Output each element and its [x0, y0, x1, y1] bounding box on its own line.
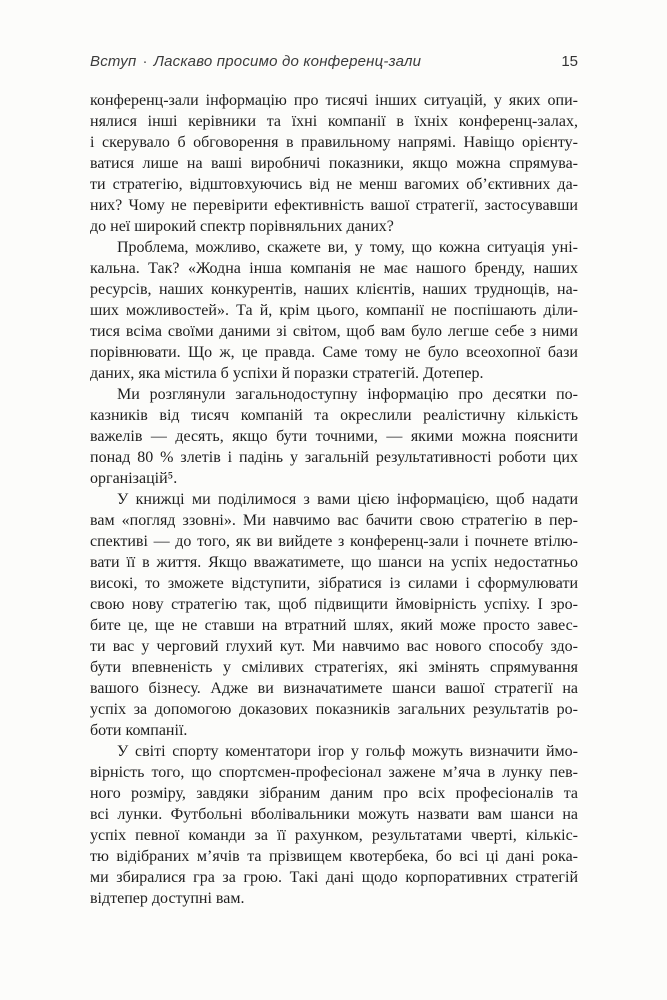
text-line: ного розміру, завдяки зібраним даним про всіх професіоналів та: [90, 785, 578, 802]
text-line: ти вас у черговий глухий кут. Ми навчимо вас нового способу здо-: [90, 638, 578, 655]
paragraph: [90, 90, 578, 237]
text-line: У світі спорту коментатори ігор у гольф можуть визначити ймо-: [117, 743, 578, 760]
text-line: відтепер доступні вам.: [90, 890, 245, 907]
text-line: вашого бізнесу. Адже ви визначатимете шанси вашої стратегії на: [90, 680, 578, 697]
text-line: понад 80 % злетів і падінь у загальній результативності роботи цих: [90, 449, 578, 466]
text-line: до неї широкий спектр порівняльних даних?: [90, 218, 394, 235]
paragraph: [90, 237, 578, 384]
text-line: бите це, ще не ставши на втратний шлях, який може просто завес-: [90, 617, 578, 634]
text-line: високі, то зможете відступити, зібратися із силами і сформулювати: [90, 575, 578, 592]
text-line: Проблема, можливо, скажете ви, у тому, що кожна ситуація уні-: [117, 239, 578, 256]
text-line: Ми розглянули загальнодоступну інформацію про десятки по-: [117, 386, 578, 403]
chapter-section-label: Вступ: [90, 53, 137, 70]
running-head: [90, 53, 578, 70]
running-head-separator: ·: [142, 53, 148, 70]
text-line: ресурсів, наших конкурентів, наших клієнтів, наших труднощів, на-: [90, 281, 578, 298]
text-line: ших можливостей». Та й, крім цього, компанії не поспішають діли-: [90, 302, 578, 319]
text-line: боти компанії.: [90, 722, 188, 739]
text-line: них? Чому не перевірити ефективність вашої стратегії, застосувавши: [90, 197, 578, 214]
text-line: спективі — до того, як ви вийдете з конференц-зали і почнете втілю-: [90, 533, 578, 550]
text-line: казників від тисяч компаній та окреслили реалістичну кількість: [90, 407, 578, 424]
paragraph: [90, 489, 578, 741]
text-line: свою нову стратегію так, щоб підвищити ймовірність успіху. І зро-: [90, 596, 578, 613]
paragraph: [90, 741, 578, 909]
text-line: ватися лише на ваші виробничі показники, якщо можна спрямува-: [90, 155, 578, 172]
text-line: тю відібраних м’ячів та прізвищем квотербека, бо всі ці дані рока-: [90, 848, 578, 865]
chapter-title-label: Ласкаво просимо до конференц-зали: [153, 53, 422, 70]
text-line: У книжці ми поділимося з вами цією інформацією, щоб надати: [117, 491, 578, 508]
text-line: тися всіма своїми даними зі світом, щоб вам було легше себе з ними: [90, 323, 578, 340]
text-line: успіх за допомогою доказових показників загальних результатів ро-: [90, 701, 578, 718]
text-line: і скерувало б обговорення в правильному напрямі. Навіщо орієнту-: [90, 134, 578, 151]
text-line: вати її в життя. Якщо вважатимете, що шанси на успіх недостатньо: [90, 554, 578, 571]
text-line: даних, яка містила б успіхи й поразки стратегій. Дотепер.: [90, 365, 484, 382]
body-text: [90, 90, 578, 909]
text-line: ти стратегію, відштовхуючись від не менш вагомих об’єктивних да-: [90, 176, 578, 193]
text-line: вірність того, що спортсмен-професіонал зажене м’яча в лунку пев-: [90, 764, 578, 781]
page-number: 15: [561, 53, 578, 70]
text-line: кальна. Так? «Жодна інша компанія не має нашого бренду, наших: [90, 260, 578, 277]
text-line: всі лунки. Футбольні вболівальники можуть назвати вам шанси на: [90, 806, 578, 823]
text-line: нялися інші керівники та їхні компанії в їхніх конференц-залах,: [90, 113, 578, 130]
text-line: вам «погляд ззовні». Ми навчимо вас бачити свою стратегію в пер-: [90, 512, 578, 529]
text-line: ми збиралися гра за грою. Такі дані щодо корпоративних стратегій: [90, 869, 578, 886]
paragraph: [90, 384, 578, 489]
text-line: успіх певної команди за її рахунком, результатами чверті, кількіс-: [90, 827, 578, 844]
text-line: бути впевненість у сміливих стратегіях, які змінять спрямування: [90, 659, 578, 676]
text-line: порівнювати. Що ж, це правда. Саме тому не було всеохопної бази: [90, 344, 578, 361]
text-line: важелів — десять, якщо бути точними, — якими можна пояснити: [90, 428, 578, 445]
text-line: організацій⁵.: [90, 470, 178, 487]
text-line: конференц-зали інформацію про тисячі інших ситуацій, у яких опи-: [90, 92, 578, 109]
running-head-left: [90, 53, 421, 70]
